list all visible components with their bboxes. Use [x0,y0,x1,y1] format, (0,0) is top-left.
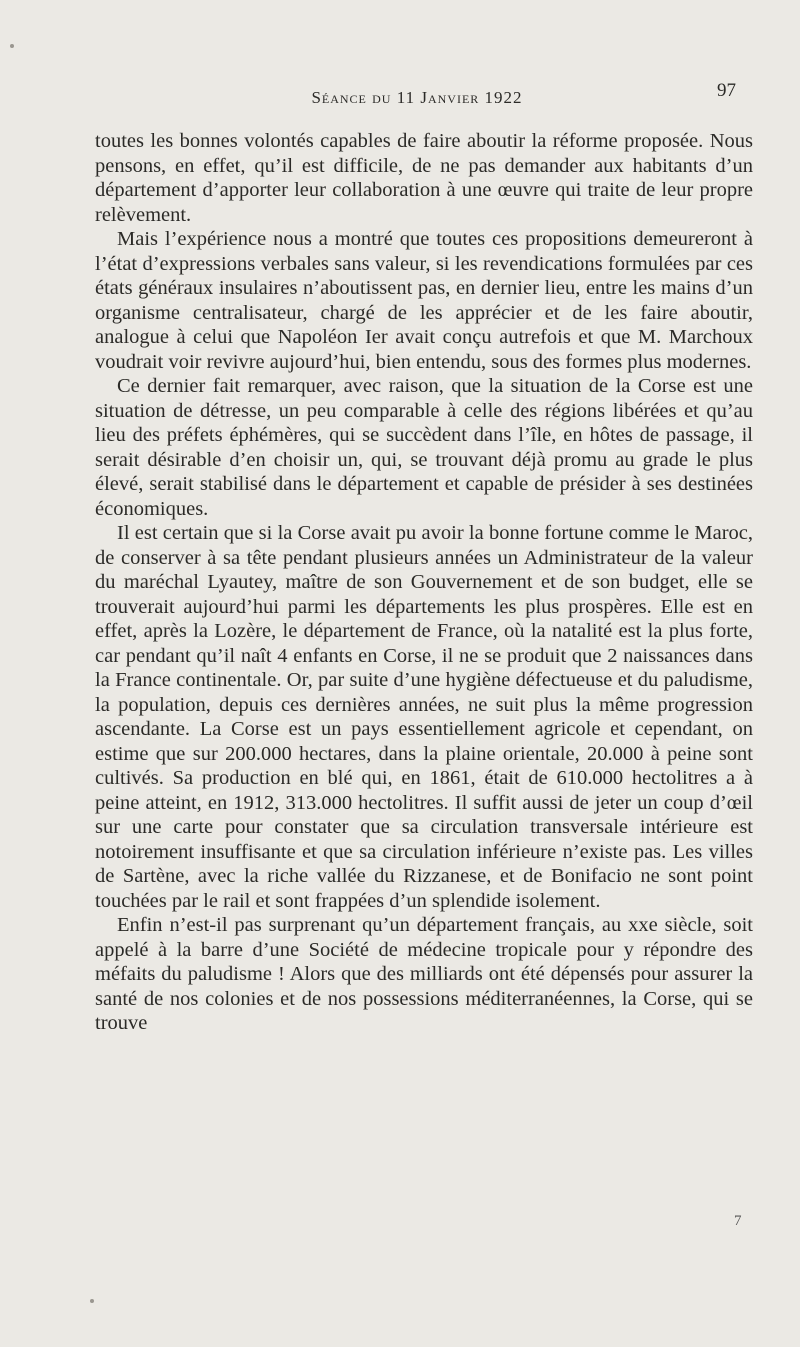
speck-bottom-left [90,1299,94,1303]
paragraph-2: Mais l’expérience nous a montré que toutes ces propositions demeureront à l’état d’expressions verbales sans valeur, si les revendications formulées par ces états généraux insulaires n’aboutissent pas, en dernier lieu, entre les mains d’un organisme centralisateur, chargé de les apprécier et de les faire aboutir, analogue à celui que Napoléon Ier avait conçu autrefois et que M. Marchoux voudrait voir revivre aujourd’hui, bien entendu, sous des formes plus modernes. [95,228,753,373]
paragraph-3: Ce dernier fait remarquer, avec raison, que la situation de la Corse est une situation de détresse, un peu comparable à celle des régions libérées et qu’au lieu des préfets éphémères, qui se succèdent dans l’île, en hôtes de passage, il serait désirable d’en choisir un, qui, se trouvant déjà promu au grade le plus élevé, serait stabilisé dans le département et capable de présider à ses destinées économiques. [95,375,753,520]
paragraph-5: Enfin n’est-il pas surprenant qu’un département français, au xxe siècle, soit appelé à la barre d’une Société de médecine tropicale pour y répondre des méfaits du paludisme ! Alors que des milliards ont été dépensés pour assurer la santé de nos colonies et de nos possessions méditerranéennes, la Corse, qui se trouve [95,914,753,1034]
paragraph-1: toutes les bonnes volontés capables de faire aboutir la réforme proposée. Nous pensons, en effet, qu’il est difficile, de ne pas demander aux habitants d’un département d’apporter leur collaboration à une œuvre qui traite de leur propre relèvement. [95,130,753,226]
body-text [95,129,753,1036]
running-head-title: Séance du 11 Janvier 1922 [311,88,523,107]
page-number: 97 [717,80,736,101]
signature-mark: 7 [734,1213,742,1229]
paragraph-4: Il est certain que si la Corse avait pu avoir la bonne fortune comme le Maroc, de conserver à sa tête pendant plusieurs années un Administrateur de la valeur du maréchal Lyautey, maître de son Gouvernement et de son budget, elle se trouverait aujourd’hui parmi les départements les plus prospères. Elle est en effet, après la Lozère, le département de France, où la natalité est la plus forte, car pendant qu’il naît 4 enfants en Corse, il ne se produit que 2 naissances dans la France continentale. Or, par suite d’une hygiène défectueuse et du paludisme, la population, depuis ces dernières années, ne suit plus la même progression ascendante. La Corse est un pays essentiellement agricole et cependant, on estime que sur 200.000 hectares, dans la plaine orientale, 20.000 à peine sont cultivés. Sa production en blé qui, en 1861, était de 610.000 hectolitres a à peine atteint, en 1912, 313.000 hectolitres. Il suffit aussi de jeter un coup d’œil sur une carte pour constater que sa circulation transversale intérieure est notoirement insuffisante et que sa circulation inférieure n’existe pas. Les villes de Sartène, avec la riche vallée du Rizzanese, et de Bonifacio ne sont point touchées par le rail et sont frappées d’un splendide isolement. [95,522,753,912]
speck-top-left [10,44,14,48]
running-head [92,80,742,116]
